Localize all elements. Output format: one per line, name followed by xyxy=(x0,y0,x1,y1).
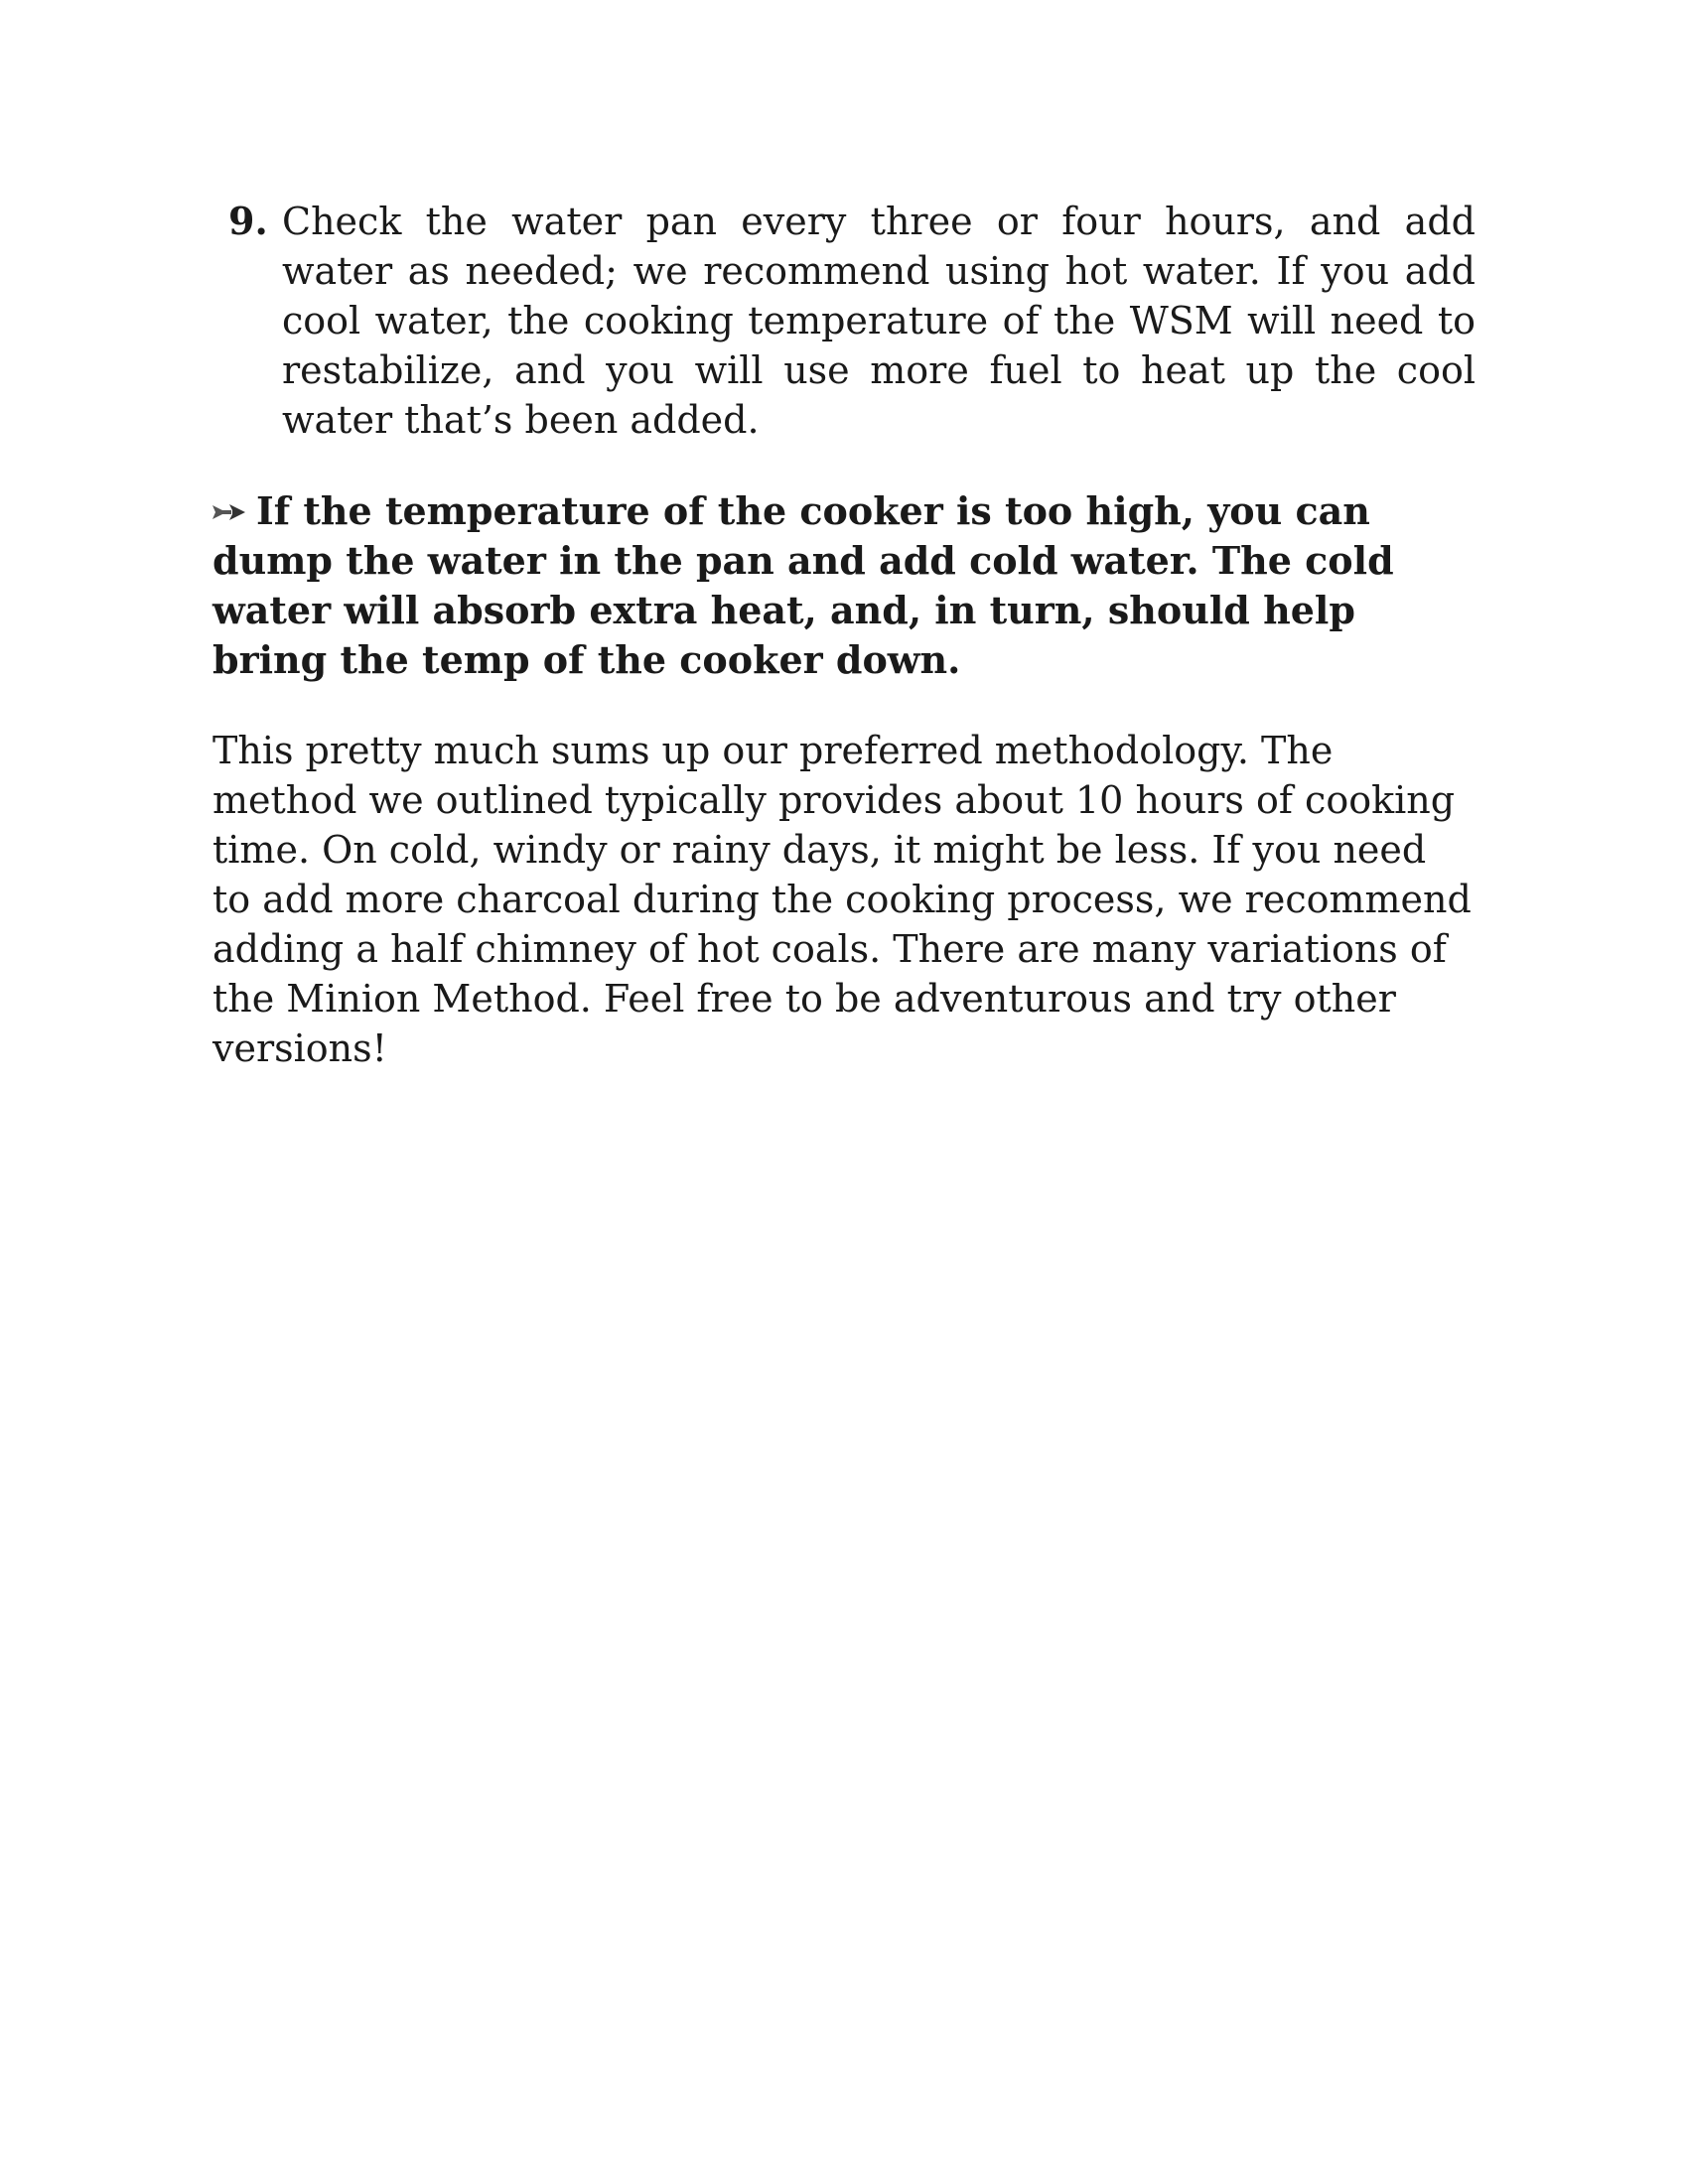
step-text: Check the water pan every three or four hours, and add water as needed; we recommend using hot water. If you add cool water, the cooking temperature of the WSM will need to restabilize, and you will use more fuel to heat up the cool water that’s been added. xyxy=(282,200,1476,442)
tip-text: If the temperature of the cooker is too high, you can dump the water in the pan and add cold water. The cold water will absorb extra heat, and, in turn, should help bring the temp of the cooker down. xyxy=(212,488,1394,682)
summary-paragraph: This pretty much sums up our preferred methodology. The method we outlined typically provides about 10 hours of cooking time. On cold, windy or rainy days, it might be less. If you need to add more charcoal during the cooking process, we recommend adding a half chimney of hot coals. There are many variations of the Minion Method. Feel free to be adventurous and try other versions! xyxy=(212,729,1472,1070)
step-number: 9. xyxy=(228,199,268,243)
tip-paragraph xyxy=(212,486,1444,685)
double-arrow-icon xyxy=(212,501,250,523)
numbered-step xyxy=(228,197,1476,445)
